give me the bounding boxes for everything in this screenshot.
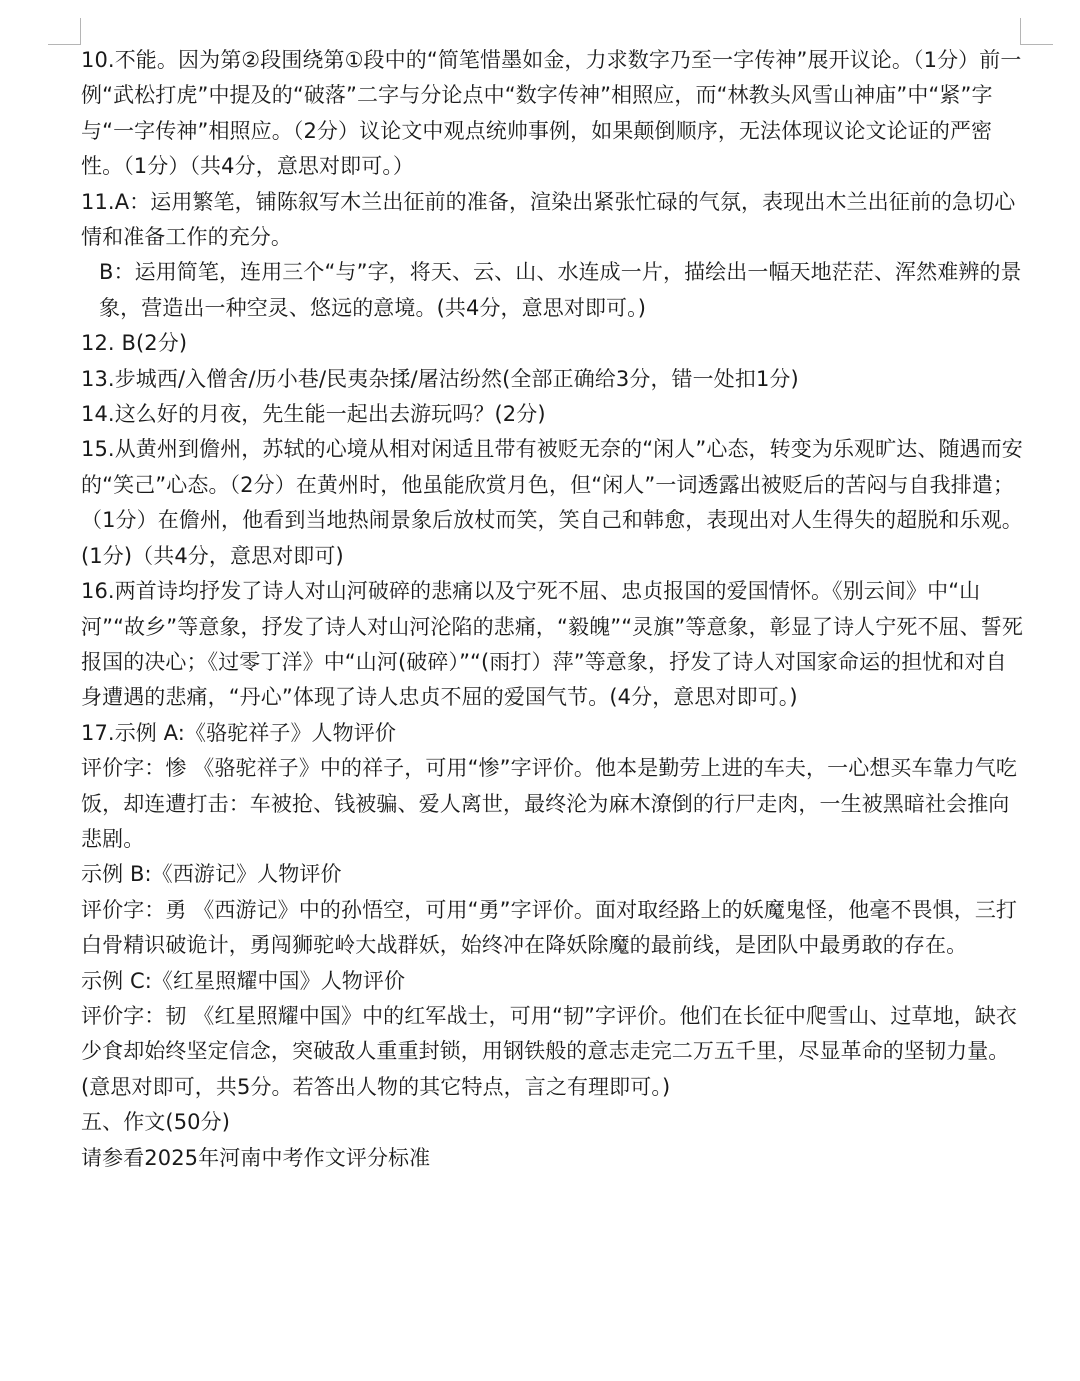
section-5-title: 五、作文(50分): [81, 1110, 231, 1135]
answer-12: 12. B(2分): [81, 331, 188, 356]
answer-16: 16.两首诗均抒发了诗人对山河破碎的悲痛以及宁死不屈、忠贞报国的爱国情怀。《别云间》中“山河”“故乡”等意象，抒发了诗人对山河沦陷的悲痛，“毅魄”“灵旗”等意象，彰显了诗人宁死不屈、誓死报国的决心；《过零丁洋》中“山河(破碎）”“(雨打）萍”等意象，抒发了诗人对国家命运的担忧和对自身遭遇的悲痛，“丹心”体现了诗人忠贞不屈的爱国气节。(4分，意思对即可。): [81, 579, 1023, 710]
answer-13: 13.步城西/入僧舍/历小巷/民夷杂揉/屠沽纷然(全部正确给3分，错一处扣1分): [81, 366, 799, 391]
answer-17-c-text: 评价字：韧 《红星照耀中国》中的红军战士，可用“韧”字评价。他们在长征中爬雪山、过草地，缺衣少食却始终坚定信念，突破敌人重重封锁，用钢铁般的意志走完二万五千里，尽显革命的坚韧力量。(意思对即可，共5分。若答出人物的其它特点，言之有理即可。): [81, 1003, 1018, 1099]
answer-15: 15.从黄州到儋州，苏轼的心境从相对闲适且带有被贬无奈的“闲人”心态，转变为乐观旷达、随遇而安的“笑己”心态。（2分）在黄州时，他虽能欣赏月色，但“闲人”一词透露出被贬后的苦闷与自我排遣；（1分）在儋州，他看到当地热闹景象后放杖而笑，笑自己和韩愈，表现出对人生得失的超脱和乐观。(1分)（共4分，意思对即可): [81, 437, 1023, 568]
section-5-text: 请参看2025年河南中考作文评分标准: [81, 1145, 431, 1170]
answer-14: 14.这么好的月夜，先生能一起出去游玩吗？(2分): [81, 402, 546, 427]
answer-10: 10.不能。因为第②段围绕第①段中的“简笔惜墨如金，力求数字乃至一字传神”展开议论。（1分）前一例“武松打虎”中提及的“破落”二字与分论点中“数字传神”相照应，而“林教头风雪山神庙”中“紧”字与“一字传神”相照应。（2分）议论文中观点统帅事例，如果颠倒顺序，无法体现议论文论证的严密性。（1分）（共4分，意思对即可。）: [81, 48, 1022, 179]
crop-mark-top-left: [48, 18, 81, 45]
answer-17-a-text: 评价字：惨 《骆驼祥子》中的祥子，可用“惨”字评价。他本是勤劳上进的车夫，一心想买车靠力气吃饭，却连遭打击：车被抢、钱被骗、爱人离世，最终沦为麻木潦倒的行尸走肉，一生被黑暗社会推向悲剧。: [81, 756, 1018, 851]
answer-11-b: B：运用简笔，连用三个“与”字，将天、云、山、水连成一片，描绘出一幅天地茫茫、浑然难辨的景象，营造出一种空灵、悠远的意境。(共4分，意思对即可。): [99, 260, 1022, 320]
answer-17-c-title: 示例 C:《红星照耀中国》人物评价: [81, 968, 406, 993]
answer-17-a-title: 17.示例 A:《骆驼祥子》人物评价: [81, 720, 396, 745]
answer-17-b-text: 评价字：勇 《西游记》中的孙悟空，可用“勇”字评价。面对取经路上的妖魔鬼怪，他毫不畏惧，三打白骨精识破诡计，勇闯狮驼岭大战群妖，始终冲在降妖除魔的最前线，是团队中最勇敢的存在。: [81, 897, 1018, 958]
answer-11-a: 11.A：运用繁笔，铺陈叙写木兰出征前的准备，渲染出紧张忙碌的气氛，表现出木兰出征前的急切心情和准备工作的充分。: [81, 189, 1016, 250]
answer-document: [81, 43, 1026, 1176]
answer-17-b-title: 示例 B:《西游记》人物评价: [81, 862, 342, 887]
crop-mark-top-right: [1020, 18, 1053, 45]
